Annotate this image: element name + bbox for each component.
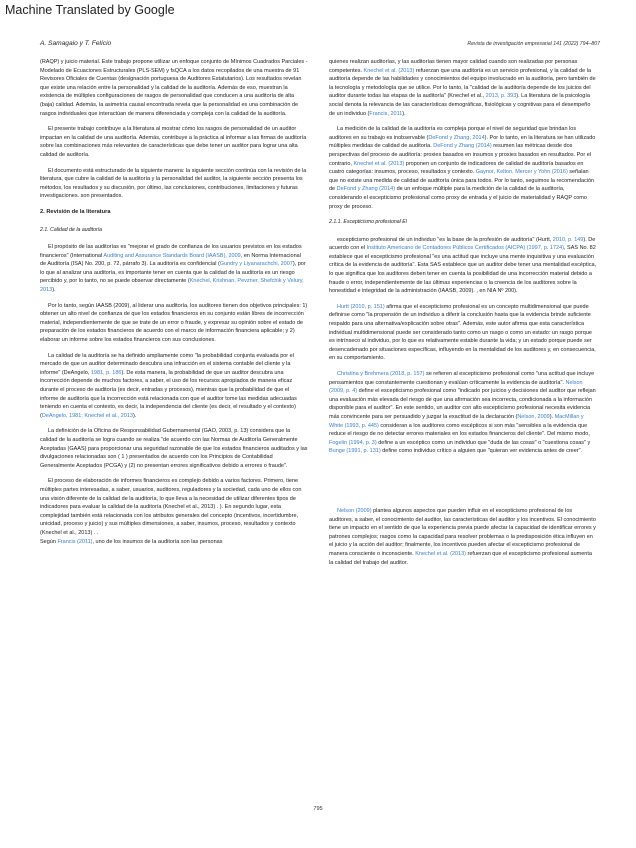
subsection-heading: 2.1.1. Escepticismo profesional El <box>329 219 407 226</box>
paragraph-text: quienes realizan auditorías, y las auditorías tienen mayor calidad cuando son realizadas por personas competentes. <box>329 59 578 74</box>
paragraph-text: Según <box>40 538 58 545</box>
page-number: 795 <box>313 806 323 812</box>
paragraph-text: , SAS No. 82 establece que el escepticismo profesional "es una actitud que incluye una mente inquisitiva y una evaluación crítica de la evidencia de auditoría". Esta SAS establece que un auditor debe tener una mentalidad escéptica, lo que significa que los auditores deben tener en cuenta la posibilidad de una incorrección material debido a fraude o error, independientemente de las últimas experiencias o la creencia de los auditores sobre la honestidad e integridad de la administración (IAASB, 2009). , en NIA Nº 200). <box>329 245 597 295</box>
banner-label: Machine Translated by Google <box>5 3 175 17</box>
paragraph <box>329 236 597 296</box>
paragraph <box>329 58 597 118</box>
paragraph-text: La calidad de la auditoría se ha definido ampliamente como "la probabilidad conjunta evaluada por el mercado de que un auditor determinado descubra una infracción en el sistema contable del cliente y la informe" (DeAngelo, <box>40 352 294 376</box>
paragraph-text: El proceso de elaboración de informes financieros es complejo debido a varios factores. Primero, tiene múltiples partes interesadas, a saber, usuarios, auditores, reguladores y la sociedad, cada uno de ellos con una visión diferente de la calidad de la auditoría, lo que lleva a la necesidad de utilizar diferentes tipos de indicadores para evaluar la calidad de la auditoría (Knechel et al., 2013) . ). En segundo lugar, esta complejidad también está relacionada con los atributos generales del concepto (incentivos, incertidumbre, unicidad, proceso y juicio) y sus múltiples dimensiones, a saber, insumos, proceso, resultados y contexto (Knechel et al., 2013) . . <box>40 478 302 536</box>
paragraph-text: (RAQP) y juicio material. Este trabajo propone utilizar un enfoque conjunto de Mínimos Cuadrados Parciales - Modelado de Ecuaciones Estructurales (PLS-SEM) y fsQCA a los datos recopilados de una muestra de 91 Revisores Oficiales de Cuentas (designación portuguesa de Auditores Estatutarios). Los resultados revelan que existe una relación entre la personalidad y la calidad de la auditoría. Además de eso, muestran la existencia de múltiples configuraciones de rasgos de personalidad que conducen a una auditoría de alta (baja) calidad. Además, la asimetría causal encontrada revela que la personalidad es una combinación de rasgos individuales que interactúan de manera diferenciada y compleja con la calidad de la auditoría. <box>40 59 308 117</box>
paragraph-text: ). De acuerdo con el <box>329 236 596 252</box>
paragraph-text: El presente trabajo contribuye a la literatura al mostrar cómo los rasgos de personalidad de un auditor impactan en la calidad de una auditoría. Además, contribuye a la práctica al informar a las firmas de auditoría sobre las combinaciones más relevantes de características que debe tener un auditor para lograr una alta calidad de auditoría. <box>40 126 307 158</box>
citation-link[interactable]: Nelson (2009, p. 4) <box>329 379 583 395</box>
section-heading: 2. Revisión de la literatura <box>40 208 111 215</box>
citation-link[interactable]: Nelson, 2009 <box>517 413 550 420</box>
paragraph <box>329 370 597 456</box>
paragraph <box>329 507 597 567</box>
paragraph-text: resumen las métricas desde dos perspectivas del proceso de auditoría: proxies basados en insumos y proxies basados en resultados. Por el contrario, <box>329 143 592 167</box>
paragraph-text: escepticismo profesional de un individuo "es la base de la profesión de auditoría" (Hurtt, <box>337 236 553 243</box>
citation-link[interactable]: DeFond y Zhang, 2014 <box>428 134 485 141</box>
paragraph <box>40 243 308 295</box>
subsection-heading: 2.1. Calidad de la auditoría <box>40 226 103 233</box>
paragraph-text: define como individuo crítico a alguien que "quieran ver evidencia antes de creer". <box>380 448 583 455</box>
citation-link[interactable]: Nelson (2009) <box>337 507 372 514</box>
paragraph-text: ). <box>132 412 137 419</box>
citation-link[interactable]: Knechel et al. (2013) <box>363 67 415 74</box>
citation-link[interactable]: MacMillan y White (1993, p. 445) <box>329 413 584 429</box>
citation-link[interactable]: Hurtt (2010, p. 151) <box>337 303 385 310</box>
citation-link[interactable]: Bunge (1991, p. 131) <box>329 448 381 455</box>
paragraph <box>40 302 308 345</box>
paragraph-text: ). <box>549 413 555 420</box>
paragraph <box>40 167 308 201</box>
paragraph-text: define el escepticismo profesional como "indicado por juicios y decisiones del auditor que reflejan una evaluación más elevada del riesgo de que una afirmación sea incorrecta, condicionada a la información disponible para el auditor". En este sentido, un auditor con alto escepticismo profesional necesita evidencia más convincente para ser persuadido y juzgar la exactitud de la declaración ( <box>329 388 596 420</box>
paragraph <box>40 125 308 159</box>
paragraph <box>40 352 308 421</box>
citation-link[interactable]: Gundry y Liyanarachchi, 2007 <box>219 261 293 268</box>
paragraph-text: afirma que el escepticismo profesional es un concepto multidimensional que puede definirse como "la propensión de un individuo a diferir la conclusión hasta que la evidencia brinde suficiente respaldo para una alternativa/explicación sobre otras". Además, este autor afirma que esta característica individual multidimensional puede ser considerado tanto como un rasgo o como un estado: un rasgo porque es intrínseco al individuo, por lo que es relativamente estable durante la vida; y un estado porque puede ser desencadenado por situaciones específicas, influyendo en la mentalidad de los auditores y, en consecuencia, en su comportamiento. <box>329 303 596 362</box>
citation-link[interactable]: 1981, p. 186 <box>90 369 122 376</box>
citation-link[interactable]: DeFond y Zhang (2014) <box>336 186 396 193</box>
paragraph-text: refuerzan que una auditoría es un servicio profesional, y la calidad de la auditoría depende de las habilidades y conocimientos del equipo involucrado en la auditoría, pero también de la tecnología y metodología que se utilice. Por lo tanto, la "calidad de la auditoría depende de los juicios del auditor durante todas las etapas de la auditoría" (Knechel et al., <box>329 67 596 100</box>
paragraph <box>40 427 308 470</box>
paragraph-text: plantea algunos aspectos que pueden influir en el escepticismo profesional de los auditores, a saber, el conocimiento del auditor, las características del auditor y los incentivos. El conocimiento tiene un impacto en el sentido de que la experiencia previa puede afectar la capacidad de identificar errores y patrones complejos; rasgos como la capacidad para resolver problemas o la predisposición ética influyen en el juicio y la acción del auditor; finalmente, los incentivos pueden afectar el escepticismo profesional de manera consciente o inconsciente. <box>329 507 596 557</box>
paragraph-text: refuerzan que el escepticismo profesional aumenta la calidad del trabajo del auditor. <box>329 550 592 566</box>
paragraph <box>40 477 308 546</box>
paragraph-text: ). La literatura de la psicología social denota la relevancia de las características demográficas, fisiológicas y cognitivas para el desempeño de un individuo ( <box>329 93 591 117</box>
right-column <box>329 58 597 574</box>
translation-banner <box>0 0 636 22</box>
citation-link[interactable]: 2010, p. 149 <box>552 236 584 243</box>
citation-link[interactable]: Gaynor, Kelton, Mercer y Yohn (2016) <box>475 169 568 176</box>
citation-link[interactable]: DeFond y Zhang (2014) <box>433 143 492 150</box>
citation-link[interactable]: 2013, p. 393 <box>485 93 517 100</box>
running-header-journal: Revista de investigación empresarial 141 (2022) 794–807 <box>467 41 600 47</box>
citation-link[interactable]: Christina y Brehmera (2018, p. 157) <box>337 371 425 377</box>
paragraph-text: proponen un conjunto de indicadores de calidad de auditoría basados en cuatro categorías: insumos, proceso, resultados y contexto. <box>329 160 584 176</box>
paragraph-text: Por lo tanto, según IAASB (2009), al liderar una auditoría, los auditores tienen dos objetivos principales: 1) obtener un alto nivel de confianza de que los estados financieros en su conjunto están libres de incorrección material, independientemente de que se trate de un error o fraude, y expresar su opinión sobre el estado de preparación de los estados financieros de acuerdo con el marco de información financiera aplicable; y 2) elaborar un informe sobre los estados financieros con sus conclusiones. <box>40 302 308 344</box>
citation-link[interactable]: Knechel, Krishnan, Pevzner, Shefchik y Velury, 2013 <box>40 278 304 294</box>
paragraph-text: consideran a los auditores como escépticos si son más "sensibles a la evidencia que reduce el riesgo de no detectar errores materiales en los estados financieros del cliente". Del mismo modo, <box>329 422 590 438</box>
citation-link[interactable]: Knechel et al. (2013) <box>415 550 466 557</box>
paragraph-text: El propósito de las auditorías es "mejorar el grado de confianza de los usuarios previstos en los estados financieros" (International <box>40 244 302 259</box>
paragraph-text: , en Norma Internacional de Auditoría (ISA) No. 200, p. 72, párrafo 3). La auditoría es confidencial ( <box>40 252 301 268</box>
column-gap <box>329 463 597 507</box>
paragraph-text: ). De esta manera, la probabilidad de que un auditor descubra una incorrección depende de muchos factores, a saber, el uso de los recursos apropiados de manera eficaz durante el proceso de auditoría (es decir, entradas y procesos), mientras que la probabilidad de que el informe de auditoría que la incorrección está relacionada con que el auditor tome las medidas adecuadas teniendo en cuenta el contexto, es decir, la independencia del cliente (es decir, el resultado y el contexto) ( <box>40 369 297 419</box>
running-header-authors: A. Samagaio y T. Felício <box>40 40 112 47</box>
paragraph-text: La definición de la Oficina de Responsabilidad Gubernamental (GAO, 2003, p. 13) considera que la calidad de la auditoría se logra cuando se realiza "de acuerdo con las Normas de Auditoría Generalmente Aceptadas (GAAS) para proporcionar una seguridad razonable de que los estados financieros auditados y las divulgaciones relacionadas son ( 1 ) presentados de acuerdo con los Principios de Contabilidad Generalmente Aceptados (PCGA) y (2) no presentan errores significativos debido a errores o fraude". <box>40 428 308 469</box>
left-column <box>40 58 308 553</box>
paragraph-text: El documento está estructurado de la siguiente manera: la siguiente sección continúa con la revisión de la literatura, que cubre la calidad de la auditoría y la personalidad del auditor, la siguiente sección presenta los métodos, los resultados y su discusión, por último, las conclusiones, contribuciones, limitaciones y futuras investigaciones. son presentados. <box>40 167 307 200</box>
paragraph-text: de un enfoque múltiple para la medición de la calidad de la auditoría, considerando el escepticismo profesional como proxy de entrada y el juicio de materialidad y RAQP como proxy de proceso. <box>329 186 587 210</box>
citation-link[interactable]: Knechel et al. (2013) <box>353 160 405 167</box>
citation-link[interactable]: Instituto Americano de Contadores Públicos Certificados (AICPA) (1997, p. 1724) <box>366 245 564 252</box>
paragraph-text: ). <box>402 110 406 117</box>
citation-link[interactable]: Auditing and Assurance Standards Board (IAASB), 2009 <box>103 252 241 259</box>
paragraph-text: La medición de la calidad de la auditoría es compleja porque el nivel de seguridad que brindan los auditores en su trabajo es inobservable ( <box>329 126 577 141</box>
citation-link[interactable]: DeAngelo, 1981; Knechel et al., 2013 <box>41 412 133 419</box>
paragraph-text: señalan que no existe una medida de calidad de auditoría única para todos. Por lo tanto, seguimos la recomendación de <box>329 169 595 193</box>
paragraph-text: ). Por lo tanto, en la literatura se han utilizado múltiples medidas de calidad de auditoría. <box>329 134 596 150</box>
paragraph-text: se refieren al escepticismo profesional como "una actitud que incluye pensamientos que constantemente cuestionan y evalúan críticamente la evidencia de auditoría". <box>329 371 595 386</box>
paragraph <box>329 125 597 211</box>
citation-link[interactable]: Fogelin (1994, p. 3) <box>329 439 377 446</box>
paragraph-text: ), por lo que al analizar una auditoría, es importante tener en cuenta que la calidad de la auditoría es un riesgo percibido y, por lo tanto, no se puede observar directamente ( <box>40 261 306 285</box>
paragraph <box>40 58 308 118</box>
paragraph-text: , uno de los insumos de la auditoría son las personas <box>92 538 223 545</box>
paragraph-text: ). <box>52 287 56 294</box>
citation-link[interactable]: Francis (2011) <box>57 538 93 545</box>
citation-link[interactable]: Francis, 2011 <box>369 110 403 117</box>
paragraph <box>329 303 597 363</box>
paragraph-text: define a un escéptico como un individuo que "duda de las cosas" o "cuestiona cosas" y <box>376 439 591 446</box>
